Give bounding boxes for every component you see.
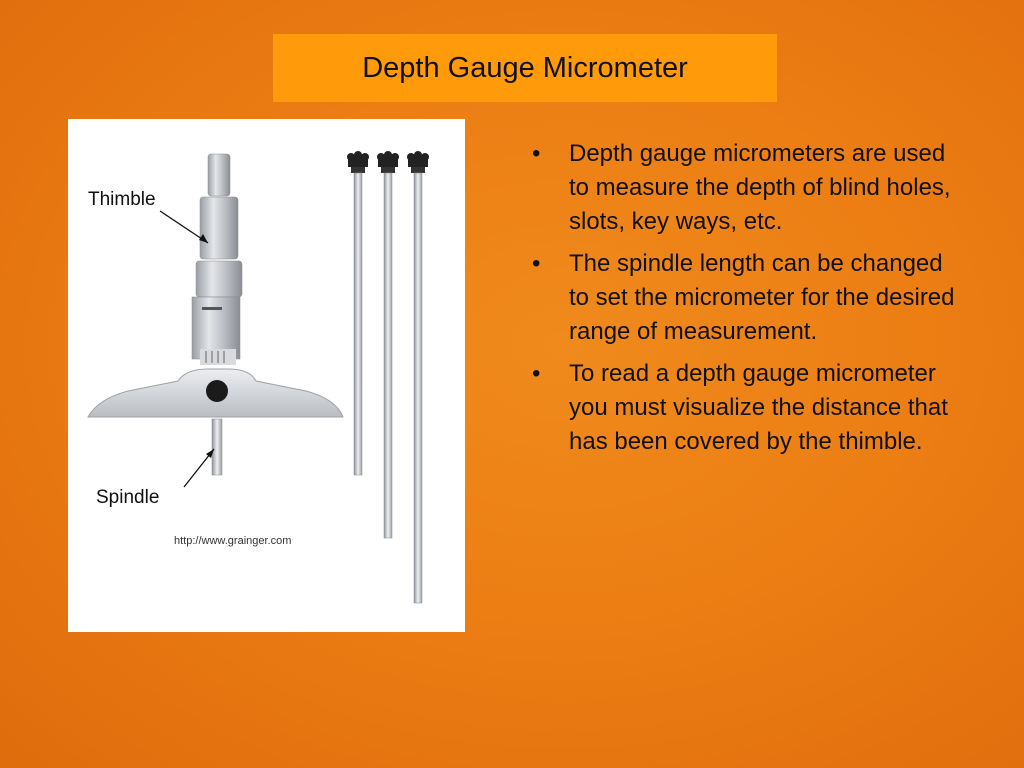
bullet-list (532, 137, 962, 467)
slide-title: Depth Gauge Micrometer (362, 51, 688, 84)
bullet-text: The spindle length can be changed to set the micrometer for the desired range of measurement. (569, 250, 955, 345)
bullet-item (532, 247, 962, 349)
extension-rods (347, 151, 429, 603)
thimble-label: Thimble (88, 189, 156, 210)
bullet-text: To read a depth gauge micrometer you must visualize the distance that has been covered by the thimble. (569, 360, 948, 455)
micrometer-head (192, 154, 242, 365)
bullet-marker: • (532, 140, 541, 167)
lock-knob (206, 380, 228, 402)
bullet-item (532, 357, 962, 459)
spindle-label: Spindle (96, 487, 160, 508)
spindle-rod (212, 419, 222, 475)
bullet-marker: • (532, 360, 541, 387)
bullet-marker: • (532, 250, 541, 277)
micrometer-figure (68, 119, 465, 632)
bullet-item (532, 137, 962, 239)
bullet-text: Depth gauge micrometers are used to measure the depth of blind holes, slots, key ways, etc. (569, 140, 951, 235)
source-url: http://www.grainger.com (174, 535, 292, 547)
title-box (273, 34, 777, 102)
